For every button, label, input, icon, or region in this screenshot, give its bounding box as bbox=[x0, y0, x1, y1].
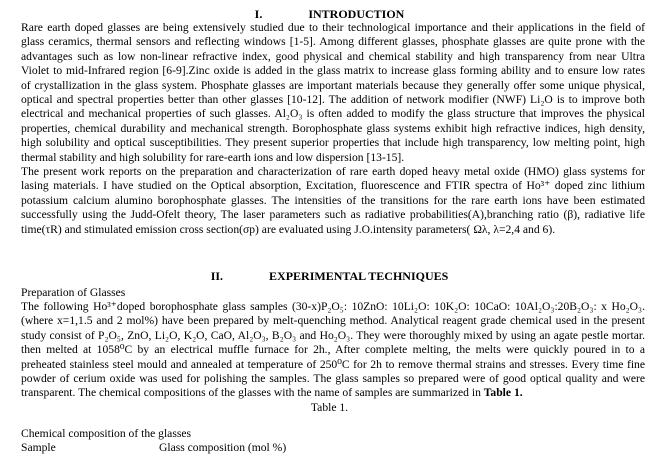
intro-line: potassium calcium alumino borophosphate glasses. The intensities of the transitions for the rare earth ions have been estimated bbox=[21, 193, 645, 207]
intro-line: Violet to mid-Infrared region [6-9].Zinc oxide is added in the glass matrix to increase glass forming ability and to ensure low rates bbox=[21, 64, 645, 78]
intro-line: time(τR) and stimulated emission cross section(σp) are evaluated using J.O.intensity parameters( Ωλ, λ=2,4 and 6). bbox=[21, 222, 556, 236]
section-2-heading bbox=[0, 269, 659, 283]
intro-line: of crystallization in the glass system. Phosphate glasses are important materials because they generally offer some unique physical, bbox=[21, 78, 645, 92]
experimental-line bbox=[21, 386, 645, 400]
section-1-heading bbox=[0, 7, 659, 21]
intro-line: successfully using the Judd-Ofelt theory, The laser parameters such as radiative probabilities(A),branching ratio (β), radiative life bbox=[21, 208, 645, 222]
intro-line: Rare earth doped glasses are being extensively studied due to their technological importance and their applications in the field of bbox=[21, 21, 645, 34]
intro-line: lasing materials. I have studied on the Optical absorption, Excitation, fluorescence and FTIR spectra of Ho³⁺ doped zinc lithium bbox=[21, 179, 645, 193]
intro-line: high solubility and optical susceptibilities. They present superior properties that include high transparency, low melting point, high bbox=[21, 136, 645, 150]
subheading-preparation: Preparation of Glasses bbox=[21, 286, 126, 299]
section-1-number: I. bbox=[254, 7, 263, 21]
experimental-line: then melted at 1058⁰C by an electrical muffle furnace for 2h., After complete melting, the melts were quickly poured in to a bbox=[21, 343, 645, 357]
experimental-line: (where x=1,1.5 and 2 mol%) have been prepared by melt-quenching method. Analytical reagent grade chemical used in the present bbox=[21, 314, 645, 328]
experimental-line: study consist of P₂O₅, ZnO, Li₂O, K₂O, CaO, Al₂O₃, B₂O₃ and Ho₂O₃. They were thoroughly mixed by using an agate pestle mortar. bbox=[21, 328, 645, 342]
section-2-number: II. bbox=[210, 269, 224, 283]
table-header-composition: Glass composition (mol %) bbox=[159, 441, 287, 454]
intro-line: advantages such as low non-linear refractive index, good physical and chemical stability and high transparency from near Ultra bbox=[21, 49, 645, 63]
intro-line: glass ceramics, thermal sensors and reflecting windows [1-5]. Among different glasses, phosphate glasses are quite prone with the bbox=[21, 35, 645, 49]
intro-line: The present work reports on the preparation and characterization of rare earth doped heavy metal oxide (HMO) glass systems for bbox=[21, 165, 645, 179]
experimental-line-text: transparent. The chemical compositions of the glasses with the name of samples are summarized in bbox=[21, 386, 484, 400]
intro-line: thermal stability and high solubility for rare-earth ions and low dispersion [13-15]. bbox=[21, 150, 405, 164]
table-caption: Table 1. bbox=[310, 401, 349, 414]
section-1-title: INTRODUCTION bbox=[308, 7, 405, 21]
section-2-title: EXPERIMENTAL TECHNIQUES bbox=[269, 269, 449, 283]
table-header-sample: Sample bbox=[21, 441, 56, 454]
table-title: Chemical composition of the glasses bbox=[21, 427, 192, 440]
intro-line: optical and spectral properties better than other glasses [10-12]. The addition of network modifier (NWF) Li₂O is to improve both bbox=[21, 93, 645, 107]
intro-line: properties, chemical durability and mechanical strength. Borophosphate glass systems exhibit high refractive indices, high density, bbox=[21, 121, 645, 135]
experimental-paragraph bbox=[21, 300, 645, 401]
intro-line: electrical and mechanical properties of such glasses. Al₂O₃ is often added to modify the glass structure that improves the physical bbox=[21, 107, 645, 121]
table-reference: Table 1. bbox=[483, 386, 523, 400]
experimental-line: preheated stainless steel mould and annealed at temperature of 250⁰C for 2h to remove thermal strains and stresses. Every time fine bbox=[21, 357, 645, 371]
introduction-paragraph bbox=[21, 21, 645, 237]
experimental-line: powder of cerium oxide was used for polishing the samples. The glass samples so prepared were of good optical quality and were bbox=[21, 372, 645, 386]
experimental-line: The following Ho³⁺doped borophosphate glass samples (30-x)P₂O₅: 10ZnO: 10Li₂O: 10K₂O: 10CaO: 10Al₂O₃:20B₂O₃: x Ho₂O₃. bbox=[21, 300, 645, 313]
